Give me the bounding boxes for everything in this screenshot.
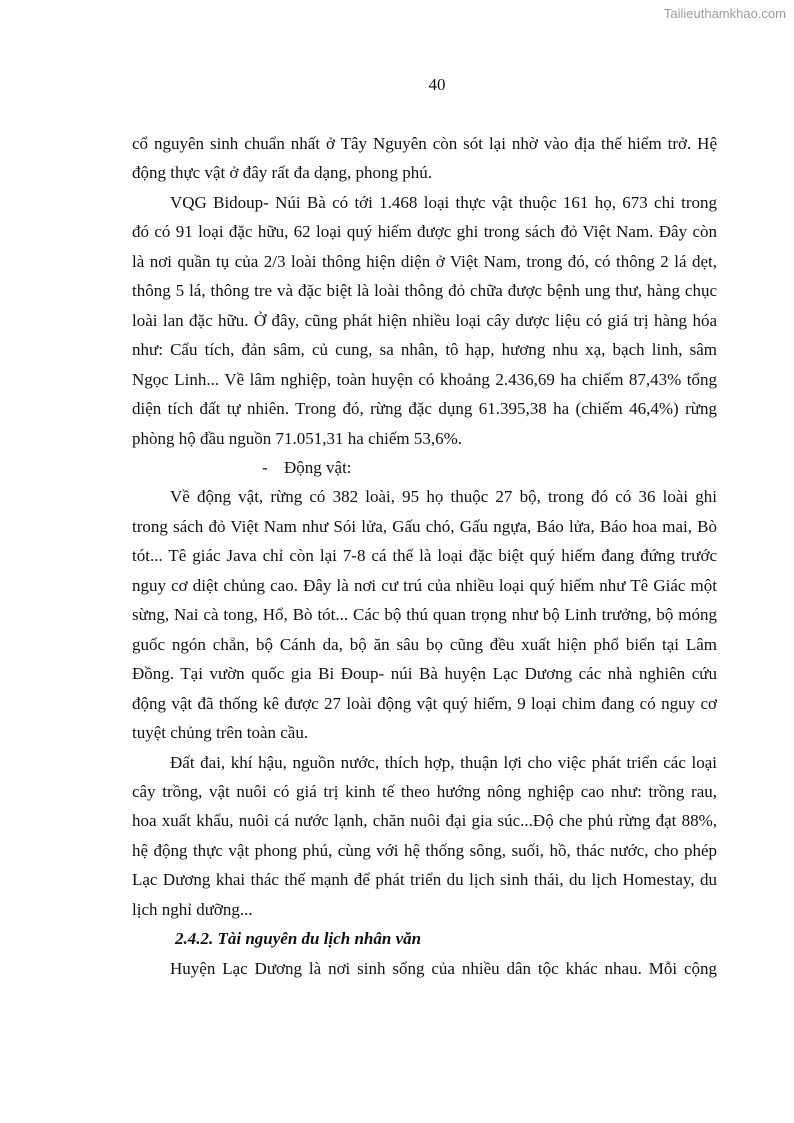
bullet-dash: -: [262, 457, 268, 477]
document-body: [132, 129, 717, 983]
section-heading: [132, 924, 717, 953]
paragraph: [132, 954, 717, 983]
line-text: 2.4.2. Tài nguyên du lịch nhân văn: [175, 929, 422, 949]
text-line: [132, 247, 717, 276]
line-text: cây trồng, vật nuôi có giá trị kinh tế theo hướng nông nghiệp cao như: trồng rau,: [132, 781, 717, 801]
text-line: [132, 365, 717, 394]
line-text: Lạc Dương khai thác thế mạnh để phát triển du lịch sinh thái, du lịch Homestay, du: [132, 870, 717, 890]
line-text: động thực vật ở đây rất đa dạng, phong phú.: [132, 163, 433, 183]
page-number: 40: [428, 75, 446, 94]
line-text: như: Cẩu tích, đản sâm, củ cung, sa nhân, tô hạp, hương nhu xạ, bạch linh, sâm: [132, 340, 717, 360]
line-text: Đất đai, khí hậu, nguồn nước, thích hợp, thuận lợi cho việc phát triển các loại: [170, 752, 717, 772]
text-line: [132, 541, 717, 570]
text-line: [132, 600, 717, 629]
line-text: VQG Bidoup- Núi Bà có tới 1.468 loại thực vật thuộc 161 họ, 673 chi trong: [170, 192, 717, 212]
paragraph: [132, 129, 717, 188]
text-line: [132, 306, 717, 335]
text-line: [132, 865, 717, 894]
line-text: tuyệt chủng trên toàn cầu.: [132, 723, 309, 743]
text-line: [132, 394, 717, 423]
line-text: tót... Tê giác Java chỉ còn lại 7-8 cá thể là loại đặc biệt quý hiếm đang đứng trước: [132, 546, 717, 566]
paragraph: [132, 188, 717, 453]
line-text: nguy cơ diệt chủng cao. Đây là nơi cư trú của nhiều loại quý hiếm như Tê Giác một: [132, 575, 717, 595]
line-text: guốc ngón chẵn, bộ Cánh da, bộ ăn sâu bọ cũng đều xuất hiện phổ biến tại Lâm: [132, 634, 717, 654]
text-line: [132, 129, 717, 158]
text-line: [132, 512, 717, 541]
line-text: trong sách đỏ Việt Nam như Sói lửa, Gấu chó, Gấu ngựa, Báo lửa, Báo hoa mai, Bò: [132, 516, 717, 536]
text-line: [132, 748, 717, 777]
text-line: [132, 335, 717, 364]
bullet-item: [132, 453, 717, 482]
line-text: loài lan đặc hữu. Ở đây, cũng phát hiện nhiều loại cây dược liệu có giá trị hàng hóa: [132, 310, 717, 330]
text-line: [132, 482, 717, 511]
line-text: Đồng. Tại vườn quốc gia Bi Đoup- núi Bà huyện Lạc Dương các nhà nghiên cứu: [132, 664, 717, 684]
text-line: [132, 954, 717, 983]
line-text: thông 5 lá, thông tre và đặc biệt là loài thông đỏ chữa được bệnh ung thư, hàng chục: [132, 281, 717, 301]
text-line: [132, 836, 717, 865]
paragraph: [132, 748, 717, 925]
line-text: Huyện Lạc Dương là nơi sinh sống của nhiều dân tộc khác nhau. Mỗi cộng: [170, 958, 717, 978]
text-line: [132, 659, 717, 688]
line-text: Ngọc Linh... Về lâm nghiệp, toàn huyện có khoảng 2.436,69 ha chiếm 87,43% tổng: [132, 369, 717, 389]
text-line: [132, 158, 717, 187]
text-line: [132, 217, 717, 246]
line-text: đó có 91 loại đặc hữu, 62 loại quý hiếm được ghi trong sách đỏ Việt Nam. Đây còn: [132, 222, 717, 242]
text-line: [132, 188, 717, 217]
line-text: động vật đã thống kê được 27 loài động vật quý hiếm, 9 loại chim đang có nguy cơ: [132, 693, 717, 713]
text-line: [132, 630, 717, 659]
text-line: [132, 453, 717, 482]
watermark: Tailieuthamkhao.com: [663, 6, 786, 21]
line-text: phòng hộ đầu nguồn 71.051,31 ha chiếm 53,6%.: [132, 428, 463, 448]
line-text: sừng, Nai cà tong, Hổ, Bò tót... Các bộ thú quan trọng như bộ Linh trưởng, bộ móng: [132, 605, 717, 625]
line-text: hoa xuất khẩu, nuôi cá nước lạnh, chăn nuôi đại gia súc...Độ che phủ rừng đạt 88%,: [132, 811, 717, 831]
line-text: cổ nguyên sinh chuẩn nhất ở Tây Nguyên còn sót lại nhờ vào địa thế hiểm trở. Hệ: [132, 134, 717, 153]
line-text: Động vật:: [284, 457, 352, 477]
text-line: [132, 895, 717, 924]
line-text: Về động vật, rừng có 382 loài, 95 họ thuộc 27 bộ, trong đó có 36 loài ghi: [170, 487, 717, 507]
text-line: [132, 689, 717, 718]
text-line: [132, 276, 717, 305]
text-line: [132, 777, 717, 806]
line-text: là nơi quần tụ của 2/3 loài thông hiện diện ở Việt Nam, trong đó, có thông 2 lá dẹt,: [132, 251, 717, 271]
text-line: [132, 424, 717, 453]
paragraph: [132, 482, 717, 747]
line-text: hệ động thực vật phong phú, cùng với hệ thống sông, suối, hồ, thác nước, cho phép: [132, 840, 717, 860]
line-text: diện tích đất tự nhiên. Trong đó, rừng đặc dụng 61.395,38 ha (chiếm 46,4%) rừng: [132, 399, 717, 419]
text-line: [132, 718, 717, 747]
text-line: [132, 924, 717, 953]
line-text: lịch nghỉ dưỡng...: [132, 899, 253, 919]
text-line: [132, 571, 717, 600]
text-line: [132, 806, 717, 835]
